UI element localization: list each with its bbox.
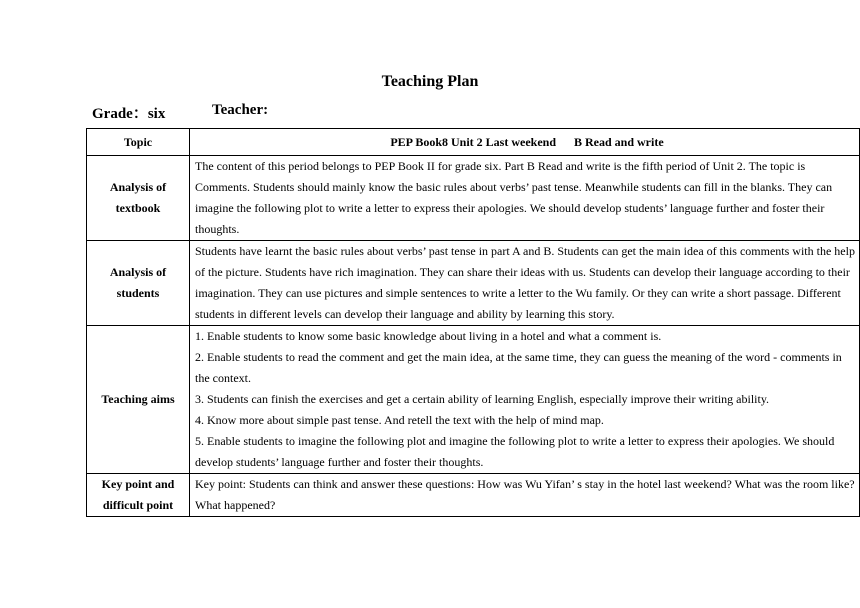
- teaching-aim-item-2: 2. Enable students to read the comment and get the main idea, at the same time, they can guess the meaning of the word - comments in the context.: [195, 350, 842, 385]
- key-point-label: [87, 474, 190, 517]
- topic-value-text: PEP Book8 Unit 2 Last weekend B Read and write: [390, 135, 664, 149]
- key-point-label-line2: difficult point: [102, 498, 174, 512]
- analysis-students-label: [87, 241, 190, 326]
- teaching-aim-item-3: 3. Students can finish the exercises and get a certain ability of learning English, especially improve their writing ability.: [195, 392, 770, 406]
- key-point-label-line1: Key point and: [101, 477, 175, 491]
- table-row-topic: [87, 129, 860, 156]
- analysis-textbook-text: The content of this period belongs to PEP Book II for grade six. Part B Read and write is the fifth period of Unit 2. The topic is Comments. Students should mainly know the basic rules about verbs’ past tense. Meanwhile students can fill in the blanks. They can imagine the following plot to write a letter to express their apologies. We should develop students’ language further and foster their thoughts.: [190, 156, 860, 241]
- table-row-teaching-aims: [87, 326, 860, 474]
- teaching-aim-item-4: 4. Know more about simple past tense. And retell the text with the help of mind map.: [195, 413, 604, 427]
- key-point-text: Key point: Students can think and answer these questions: How was Wu Yifan’ s stay in the hotel last weekend? What was the room like? What happened?: [190, 474, 860, 517]
- teaching-aim-item-1: 1. Enable students to know some basic knowledge about living in a hotel and what a comment is.: [195, 329, 662, 343]
- grade-label: Grade：six: [92, 106, 166, 122]
- analysis-textbook-label: [87, 156, 190, 241]
- table-row-key-point: [87, 474, 860, 517]
- topic-value: [190, 129, 860, 156]
- page-title: Teaching Plan: [381, 73, 479, 90]
- analysis-textbook-label-line2: textbook: [115, 201, 161, 215]
- analysis-students-label-line1: Analysis of: [109, 265, 167, 279]
- teacher-label: Teacher:: [212, 102, 269, 118]
- table-row-analysis-textbook: [87, 156, 860, 241]
- teaching-aim-item-5: 5. Enable students to imagine the following plot and imagine the following plot to write a letter to express their apologies. We should develop students’ language further and foster their thoughts.: [195, 434, 835, 469]
- topic-label: Topic: [87, 129, 190, 156]
- table-row-analysis-students: [87, 241, 860, 326]
- grade-teacher-line: [92, 102, 269, 123]
- analysis-students-label-line2: students: [116, 286, 160, 300]
- analysis-students-text: Students have learnt the basic rules about verbs’ past tense in part A and B. Students can get the main idea of this comments with the help of the picture. Students have rich imagination. They can share their ideas with us. Students can develop their language according to their imagination. They can use pictures and simple sentences to write a letter to the Wu family. Or they can write a short passage. Different students in different levels can develop their language and ability by learning this story.: [190, 241, 860, 326]
- teaching-plan-table: [86, 128, 860, 517]
- analysis-textbook-label-line1: Analysis of: [109, 180, 167, 194]
- teaching-aims-label: Teaching aims: [87, 326, 190, 474]
- teaching-aims-content: [190, 326, 860, 474]
